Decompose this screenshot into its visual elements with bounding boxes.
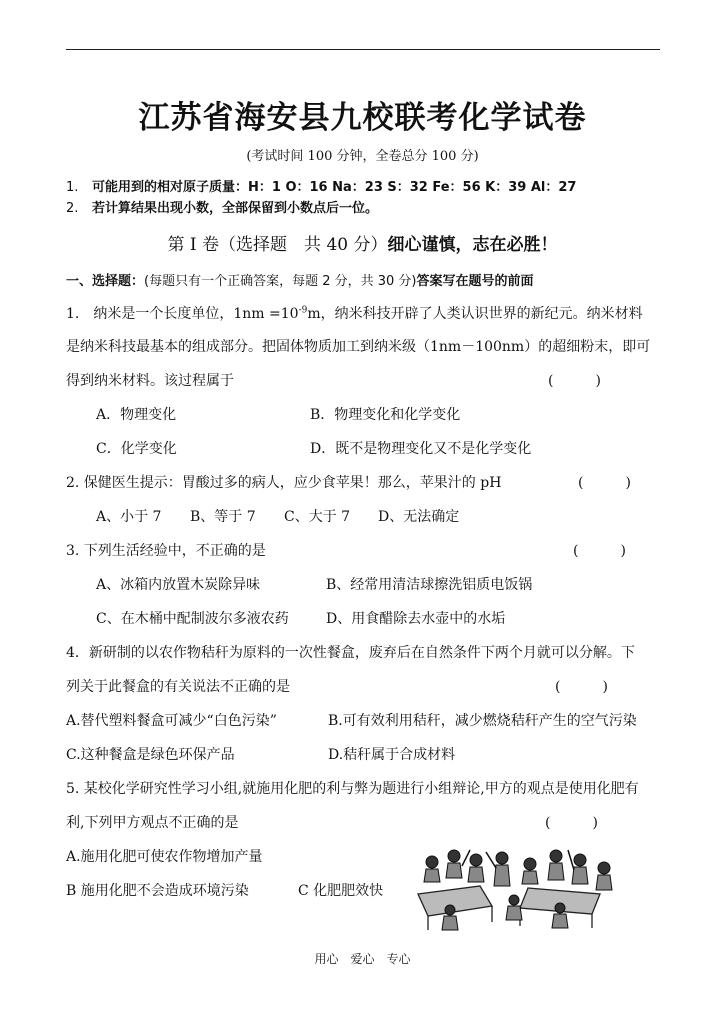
q1-option-a: A．物理变化 — [96, 407, 177, 423]
q1-text: 1. 纳米是一个长度单位，1nm =10 — [66, 306, 299, 322]
q4-answer-paren: ( ) — [555, 679, 608, 695]
q3-answer-paren: ( ) — [573, 543, 626, 559]
q5-line-1: 5. 某校化学研究性学习小组,就施用化肥的利与弊为题进行小组辩论,甲方的观点是使用化肥有 — [66, 781, 639, 797]
page-footer: 用心 爱心 专心 — [314, 952, 411, 966]
note-number: 1. — [66, 180, 79, 195]
q1-answer-paren: ( ) — [548, 373, 601, 389]
q2-option-d: D、无法确定 — [378, 509, 460, 525]
q3-option-c: C、在木桶中配制波尔多液农药 — [96, 611, 289, 627]
q1-option-b: B．物理变化和化学变化 — [310, 407, 461, 423]
note-1 — [66, 176, 576, 195]
q1-text-tail: m，纳米科技开辟了人类认识世界的新纪元。纳米材料 — [307, 306, 643, 322]
section-desc: (每题只有一个正确答案，每题 2 分，共 30 分) — [144, 274, 417, 289]
section-label: 一、选择题： — [66, 274, 145, 289]
note-text: 若计算结果出现小数，全部保留到小数点后一位。 — [92, 201, 379, 216]
q1-option-d: D．既不是物理变化又不是化学变化 — [310, 441, 532, 457]
q3-option-a: A、冰箱内放置木炭除异味 — [96, 577, 261, 593]
q2-answer-paren: ( ) — [578, 475, 631, 491]
q4-option-c: C.这种餐盒是绿色环保产品 — [66, 747, 235, 763]
q3-option-b: B、经常用清洁球擦洗铝质电饭锅 — [326, 577, 533, 593]
part-label: 第 I 卷（选择题 共 40 分） — [167, 235, 388, 255]
part-heading — [0, 230, 725, 255]
q3-option-d: D、用食醋除去水壶中的水垢 — [326, 611, 506, 627]
part-motto: 细心谨慎，志在必胜！ — [387, 235, 558, 255]
note-2 — [66, 197, 378, 216]
exam-title: 江苏省海安县九校联考化学试卷 — [138, 100, 587, 136]
q5-line-2: 利,下列甲方观点不正确的是 — [66, 815, 239, 831]
q2-option-c: C、大于 7 — [284, 509, 351, 525]
q5-option-c: C 化肥肥效快 — [298, 883, 384, 899]
section-instruction: 答案写在题号的前面 — [416, 274, 534, 289]
q4-option-a: A.替代塑料餐盒可减少“白色污染” — [66, 713, 277, 729]
q4-option-b: B.可有效利用秸秆，减少燃烧秸秆产生的空气污染 — [328, 713, 637, 729]
q1-line-2: 是纳米科技最基本的组成部分。把固体物质加工到纳米级（1nm－100nm）的超细粉末，即可 — [66, 339, 651, 355]
q2-option-a: A、小于 7 — [96, 509, 162, 525]
q4-option-d: D.秸秆属于合成材料 — [328, 747, 456, 763]
q2-option-b: B、等于 7 — [190, 509, 256, 525]
q1-line-3: 得到纳米材料。该过程属于 — [66, 373, 234, 389]
q4-line-1: 4．新研制的以农作物秸秆为原料的一次性餐盒，废弃后在自然条件下两个月就可以分解。下 — [66, 645, 635, 661]
q2-line-1: 2. 保健医生提示：胃酸过多的病人，应少食苹果！那么，苹果汁的 pH — [66, 475, 502, 491]
debate-illustration — [410, 842, 620, 932]
q5-option-a: A.施用化肥可使农作物增加产量 — [66, 849, 263, 865]
q1-exponent: -9 — [298, 305, 308, 316]
q4-line-2: 列关于此餐盒的有关说法不正确的是 — [66, 679, 290, 695]
exam-subtitle: (考试时间 100 分钟，全卷总分 100 分) — [246, 149, 479, 164]
q1-option-c: C．化学变化 — [96, 441, 177, 457]
q3-line-1: 3. 下列生活经验中，不正确的是 — [66, 543, 266, 559]
q1-line-1 — [66, 303, 643, 323]
q5-answer-paren: ( ) — [545, 815, 598, 831]
note-number: 2. — [66, 201, 79, 216]
q5-option-b: B 施用化肥不会造成环境污染 — [66, 883, 249, 899]
header-rule — [66, 49, 660, 50]
note-text: 可能用到的相对原子质量：H：1 O：16 Na：23 S：32 Fe：56 K：39 Al：27 — [92, 180, 577, 195]
section-heading — [66, 270, 534, 289]
